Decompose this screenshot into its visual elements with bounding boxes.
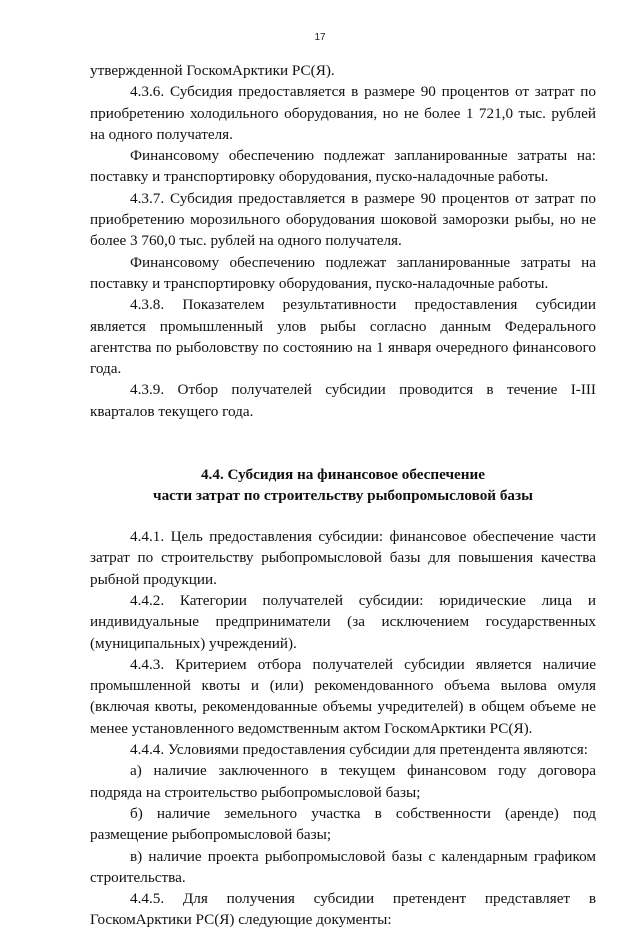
paragraph-4-4-2: 4.4.2. Категории получателей субсидии: юридические лица и индивидуальные предприниматели (за исключением государственных (муниципальных) учреждений). xyxy=(90,591,596,652)
paragraph: Финансовому обеспечению подлежат запланированные затраты на: поставку и транспортировку оборудования, пуско-наладочные работы. xyxy=(90,147,596,186)
paragraph-4-3-6: 4.3.6. Субсидия предоставляется в размере 90 процентов от затрат по приобретению холодильного оборудования, но не более 1 721,0 тыс. рублей на одного получателя. xyxy=(90,83,596,143)
section-heading-line-2: части затрат по строительству рыбопромысловой базы xyxy=(153,487,533,505)
paragraphs-top xyxy=(90,60,596,422)
section-heading-line-1: 4.4. Субсидия на финансовое обеспечение xyxy=(200,466,486,484)
paragraph-4-4-4: 4.4.4. Условиями предоставления субсидии для претендента являются: xyxy=(130,741,588,759)
paragraph-4-4-1: 4.4.1. Цель предоставления субсидии: финансовое обеспечение части затрат по строительству рыбопромысловой базы для повышения качества рыбной продукции. xyxy=(90,528,596,588)
paragraph-4-3-9: 4.3.9. Отбор получателей субсидии проводится в течение I-III кварталов текущего года. xyxy=(90,381,596,420)
paragraph: утвержденной ГоскомАрктики РС(Я). xyxy=(90,62,335,79)
list-item-b: б) наличие земельного участка в собственности (аренде) под размещение рыбопромысловой базы; xyxy=(90,804,596,844)
section-heading xyxy=(90,464,596,506)
paragraph: Финансовому обеспечению подлежат запланированные затраты на поставку и транспортировку оборудования, пуско-наладочные работы. xyxy=(90,253,596,292)
document-body xyxy=(90,60,596,931)
paragraph-4-3-7: 4.3.7. Субсидия предоставляется в размере 90 процентов от затрат по приобретению морозильного оборудования шоковой заморозки рыбы, но не более 3 760,0 тыс. рублей на одного получателя. xyxy=(90,189,596,250)
paragraph-4-4-5: 4.4.5. Для получения субсидии претендент представляет в ГоскомАрктики РС(Я) следующие документы: xyxy=(90,890,596,929)
paragraph-4-4-3: 4.4.3. Критерием отбора получателей субсидии является наличие промышленной квоты и (или) рекомендованного объема вылова омуля (включая квоты, рекомендованные объемы учредителей) в общем объеме не менее установленного ведомственным актом ГоскомАрктики РС(Я). xyxy=(90,655,596,737)
paragraph-4-3-8: 4.3.8. Показателем результативности предоставления субсидии является промышленный улов рыбы согласно данным Федерального агентства по рыболовству по состоянию на 1 января очередного финансового года. xyxy=(90,296,596,378)
page-number: 17 xyxy=(314,32,326,43)
list-item-a: а) наличие заключенного в текущем финансовом году договора подряда на строительство рыбопромысловой базы; xyxy=(90,762,596,801)
paragraphs-bottom xyxy=(90,526,596,931)
list-item-c: в) наличие проекта рыбопромысловой базы с календарным графиком строительства. xyxy=(90,847,596,886)
